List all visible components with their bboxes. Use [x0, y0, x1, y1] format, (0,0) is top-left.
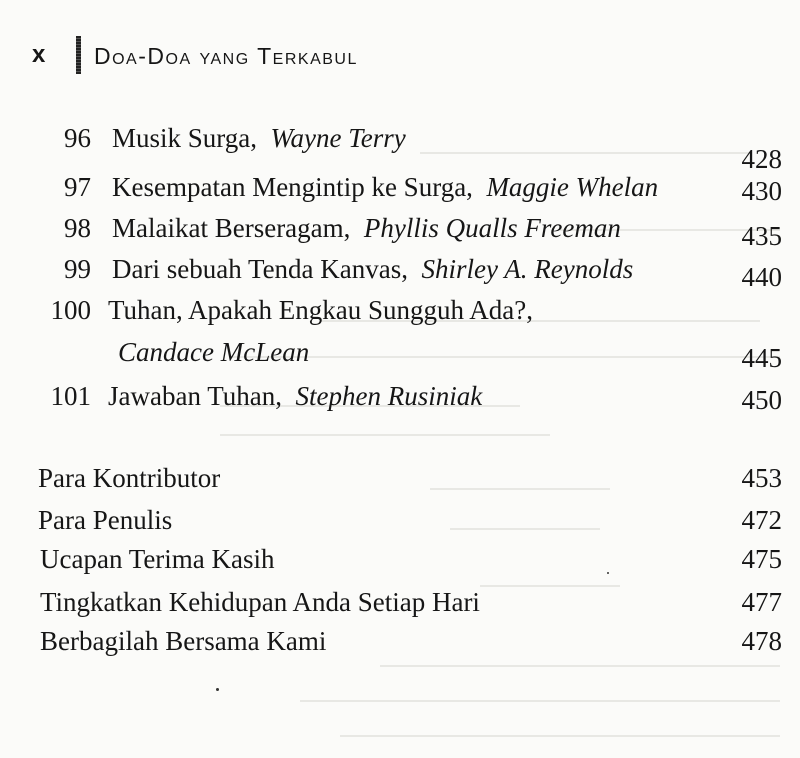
- entry-author: Stephen Rusiniak: [295, 381, 483, 411]
- entry-page: 450: [741, 385, 782, 415]
- entry-number: 101: [50, 381, 91, 411]
- entry-page: 477: [741, 587, 782, 617]
- entry-title: Tuhan, Apakah Engkau Sungguh Ada?,: [108, 295, 533, 325]
- entry-text: [112, 253, 633, 285]
- entry-title: Ucapan Terima Kasih: [40, 544, 275, 574]
- entry-title: Para Penulis: [38, 505, 173, 535]
- entry-page: 475: [741, 544, 782, 574]
- entry-page: 445: [741, 343, 782, 373]
- entry-title: Kesempatan Mengintip ke Surga,: [112, 172, 473, 202]
- book-title: Doa-Doa yang Terkabul: [94, 43, 358, 69]
- entry-author: Wayne Terry: [270, 123, 406, 153]
- entry-page: 453: [741, 463, 782, 493]
- running-header: [32, 35, 358, 75]
- bleed-through-line: [430, 488, 610, 490]
- entry-text: [112, 212, 621, 244]
- entry-page: 428: [741, 144, 782, 174]
- entry-title: Tingkatkan Kehidupan Anda Setiap Hari: [40, 587, 480, 617]
- entry-text: [108, 380, 482, 412]
- bleed-through-line: [300, 700, 780, 702]
- entry-author: Shirley A. Reynolds: [421, 254, 634, 284]
- entry-number: 98: [64, 213, 91, 243]
- print-speck: [607, 572, 609, 574]
- entry-text: [112, 171, 658, 203]
- entry-title: Musik Surga,: [112, 123, 258, 153]
- bleed-through-line: [340, 735, 780, 737]
- entry-title: Dari sebuah Tenda Kanvas,: [112, 254, 409, 284]
- entry-number: 97: [64, 172, 91, 202]
- print-speck: [216, 688, 219, 691]
- page-number: x: [32, 41, 46, 68]
- header-divider: [76, 36, 81, 74]
- entry-page: 435: [741, 221, 782, 251]
- entry-page: 440: [741, 262, 782, 292]
- entry-author: Maggie Whelan: [486, 172, 659, 202]
- entry-title: Para Kontributor: [38, 463, 221, 493]
- entry-title: Malaikat Berseragam,: [112, 213, 351, 243]
- entry-text: [112, 122, 406, 154]
- bleed-through-line: [380, 665, 780, 667]
- toc-entry: [0, 294, 800, 374]
- bleed-through-line: [450, 528, 600, 530]
- entry-author: Candace McLean: [118, 337, 310, 367]
- entry-page: 472: [741, 505, 782, 535]
- entry-title: Jawaban Tuhan,: [108, 381, 282, 411]
- entry-number: 96: [64, 123, 91, 153]
- entry-number: 99: [64, 254, 91, 284]
- bleed-through-line: [220, 434, 550, 436]
- entry-author: Phyllis Qualls Freeman: [363, 213, 621, 243]
- bleed-through-line: [480, 585, 620, 587]
- entry-number: 100: [50, 295, 91, 325]
- entry-page: 430: [741, 176, 782, 206]
- entry-title: Berbagilah Bersama Kami: [40, 626, 327, 656]
- entry-page: 478: [741, 626, 782, 656]
- bleed-through-line: [420, 152, 750, 154]
